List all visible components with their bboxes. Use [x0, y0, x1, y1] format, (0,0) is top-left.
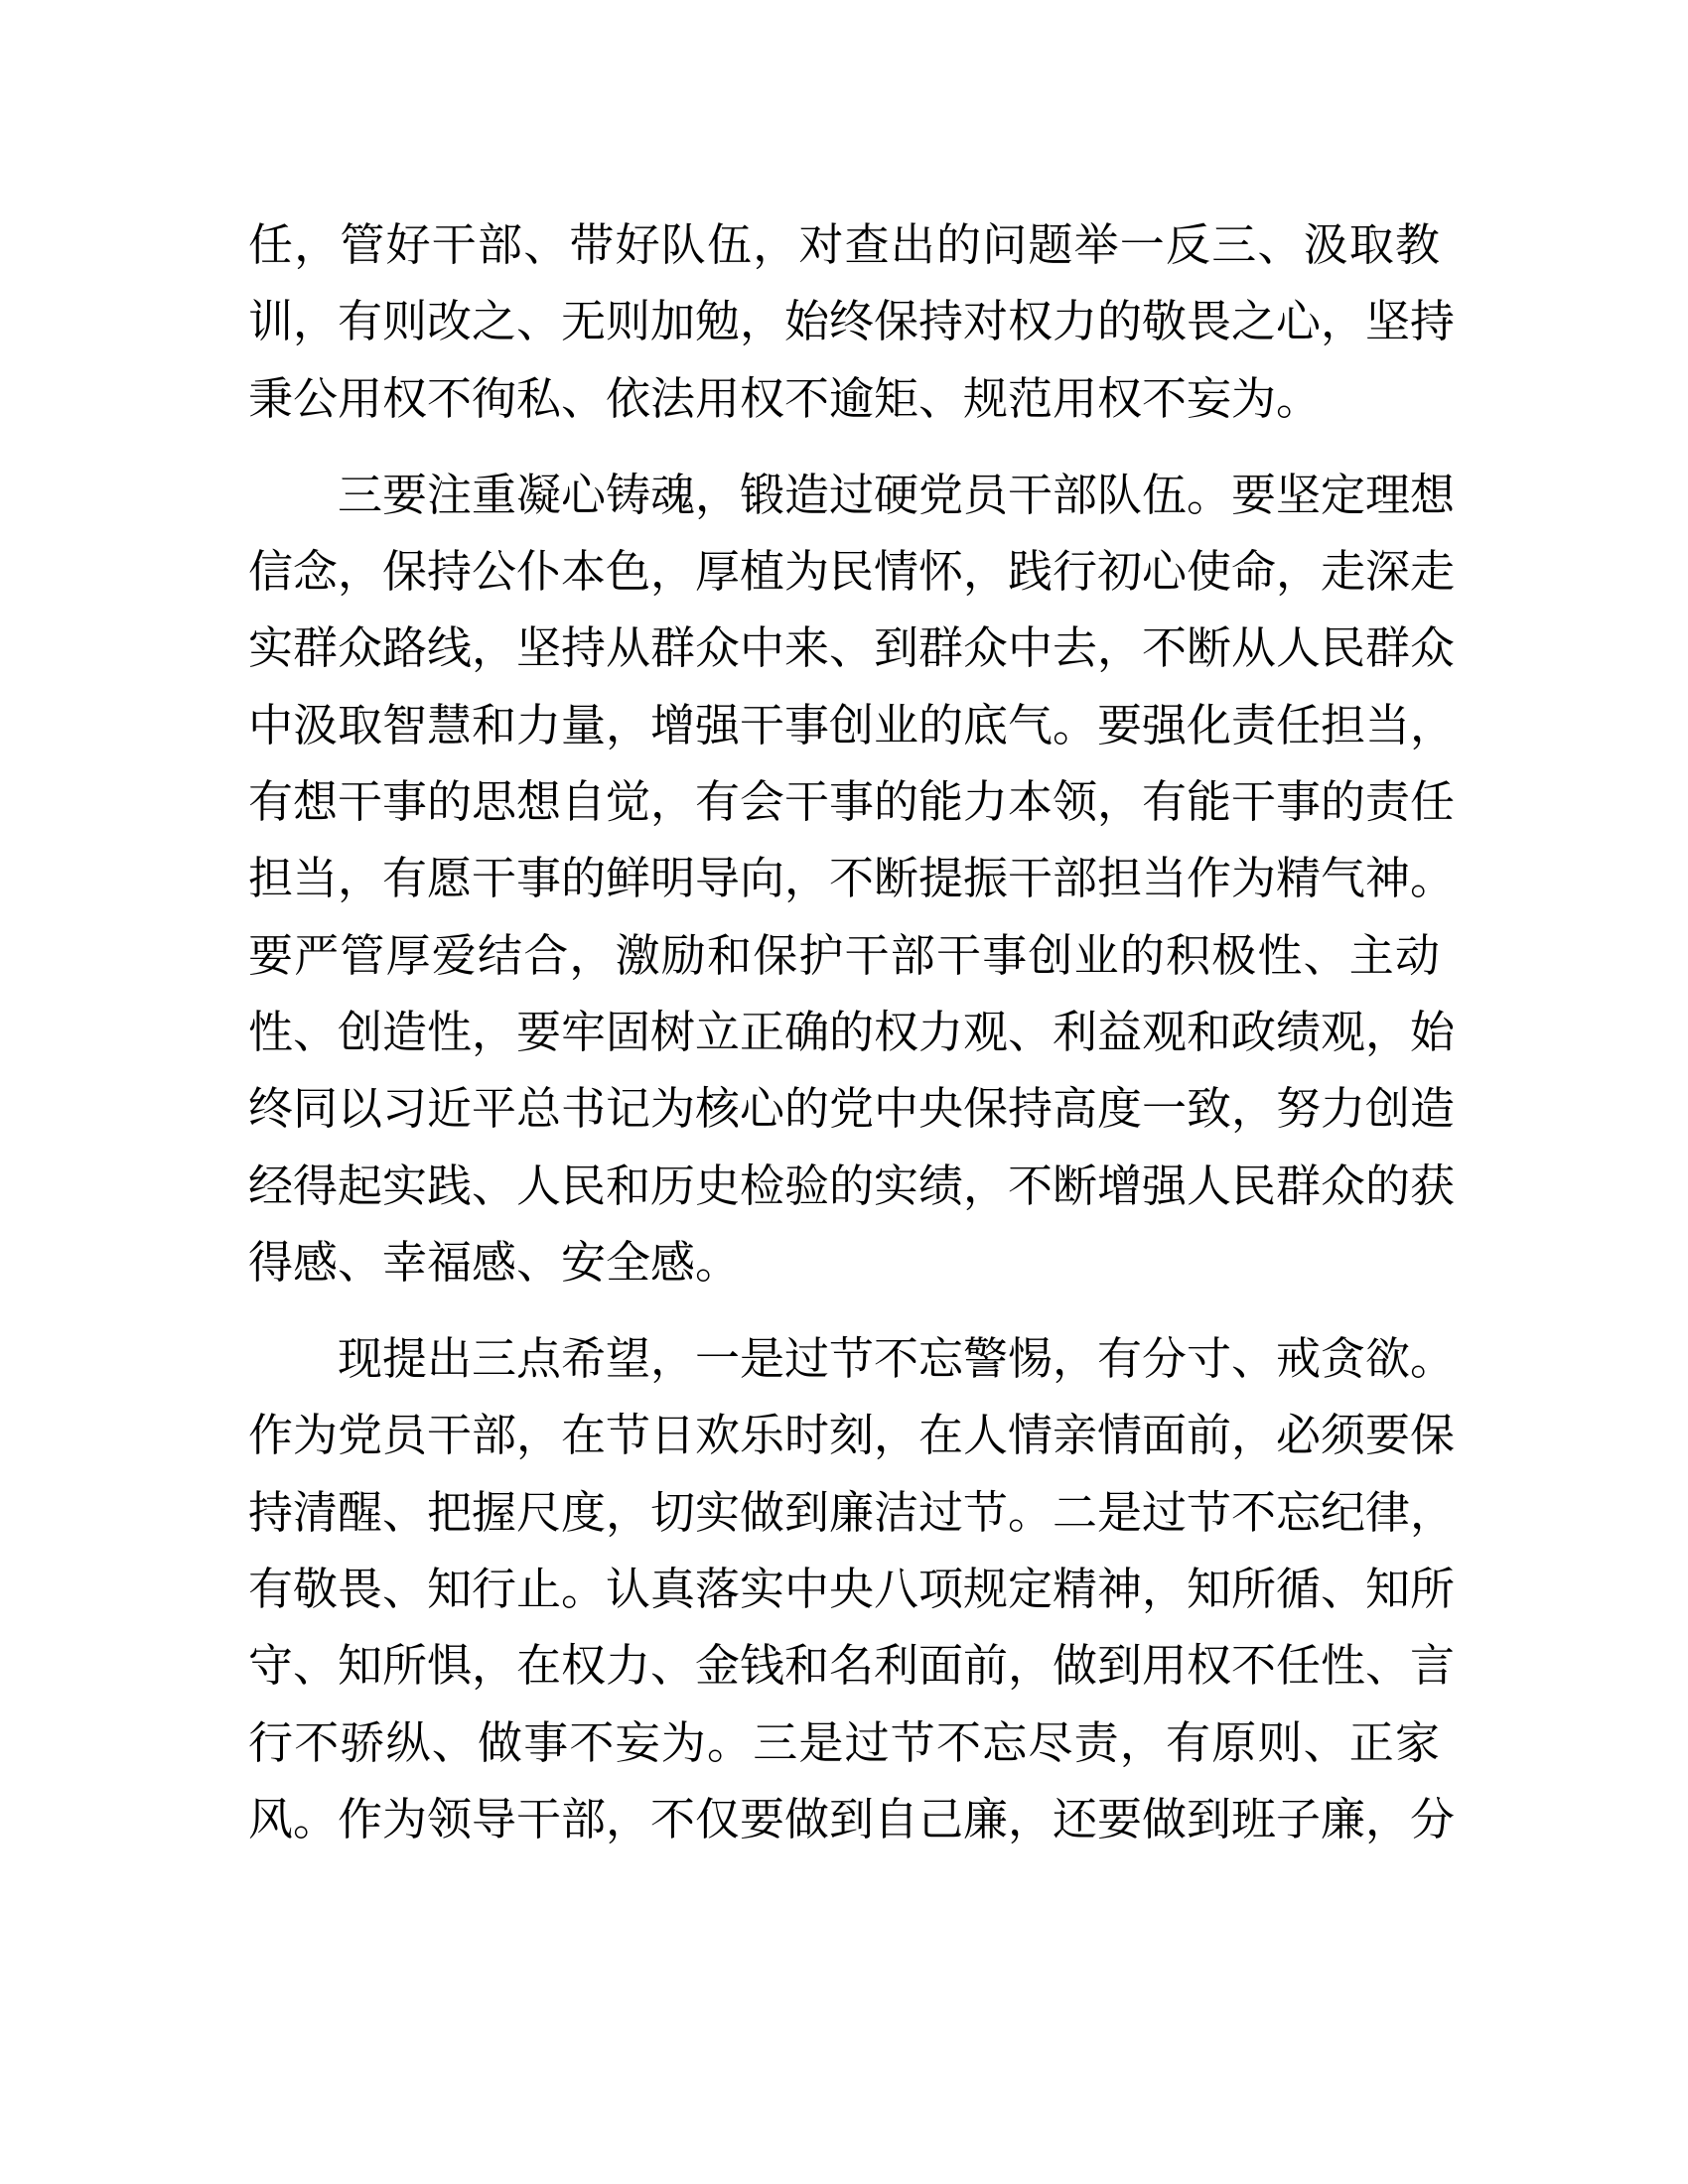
paragraph-3: [248, 1320, 1456, 1857]
text-line: 中汲取智慧和力量，增强干事创业的底气。要强化责任担当，: [248, 698, 1456, 751]
text-line: 行不骄纵、做事不妄为。三是过节不忘尽责，有原则、正家: [248, 1715, 1440, 1769]
text-line: 得感、幸福感、安全感。: [248, 1235, 741, 1289]
text-line: 任，管好干部、带好队伍，对查出的问题举一反三、汲取教: [248, 218, 1440, 271]
text-line: 实群众路线，坚持从群众中来、到群众中去，不断从人民群众: [248, 621, 1456, 675]
text-line: 风。作为领导干部，不仅要做到自己廉，还要做到班子廉，分: [248, 1792, 1456, 1845]
text-line: 要严管厚爱结合，激励和保护干部干事创业的积极性、主动: [248, 928, 1440, 982]
text-line: 作为党员干部，在节日欢乐时刻，在人情亲情面前，必须要保: [248, 1409, 1456, 1462]
text-line: 有敬畏、知行止。认真落实中央八项规定精神，知所循、知所: [248, 1563, 1456, 1616]
text-line: 训，有则改之、无则加勉，始终保持对权力的敬畏之心，坚持: [248, 295, 1456, 348]
paragraph-1: [248, 206, 1456, 437]
text-line: 守、知所惧，在权力、金钱和名利面前，做到用权不任性、言: [248, 1639, 1456, 1693]
text-line: 担当，有愿干事的鲜明导向，不断提振干部担当作为精气神。: [248, 852, 1456, 905]
text-line: 持清醒、把握尺度，切实做到廉洁过节。二是过节不忘纪律，: [248, 1485, 1456, 1539]
text-line: 经得起实践、人民和历史检验的实绩，不断增强人民群众的获: [248, 1159, 1456, 1212]
document-page: [248, 206, 1456, 1877]
text-line: 有想干事的思想自觉，有会干事的能力本领，有能干事的责任: [248, 775, 1456, 829]
paragraph-2: [248, 457, 1456, 1300]
text-line: 现提出三点希望，一是过节不忘警惕，有分寸、戒贪欲。: [338, 1332, 1456, 1386]
text-line: 信念，保持公仆本色，厚植为民情怀，践行初心使命，走深走: [248, 545, 1456, 599]
text-line: 三要注重凝心铸魂，锻造过硬党员干部队伍。要坚定理想: [338, 468, 1456, 521]
text-line: 终同以习近平总书记为核心的党中央保持高度一致，努力创造: [248, 1082, 1456, 1136]
text-line: 秉公用权不徇私、依法用权不逾矩、规范用权不妄为。: [248, 371, 1322, 425]
text-line: 性、创造性，要牢固树立正确的权力观、利益观和政绩观，始: [248, 1005, 1456, 1058]
